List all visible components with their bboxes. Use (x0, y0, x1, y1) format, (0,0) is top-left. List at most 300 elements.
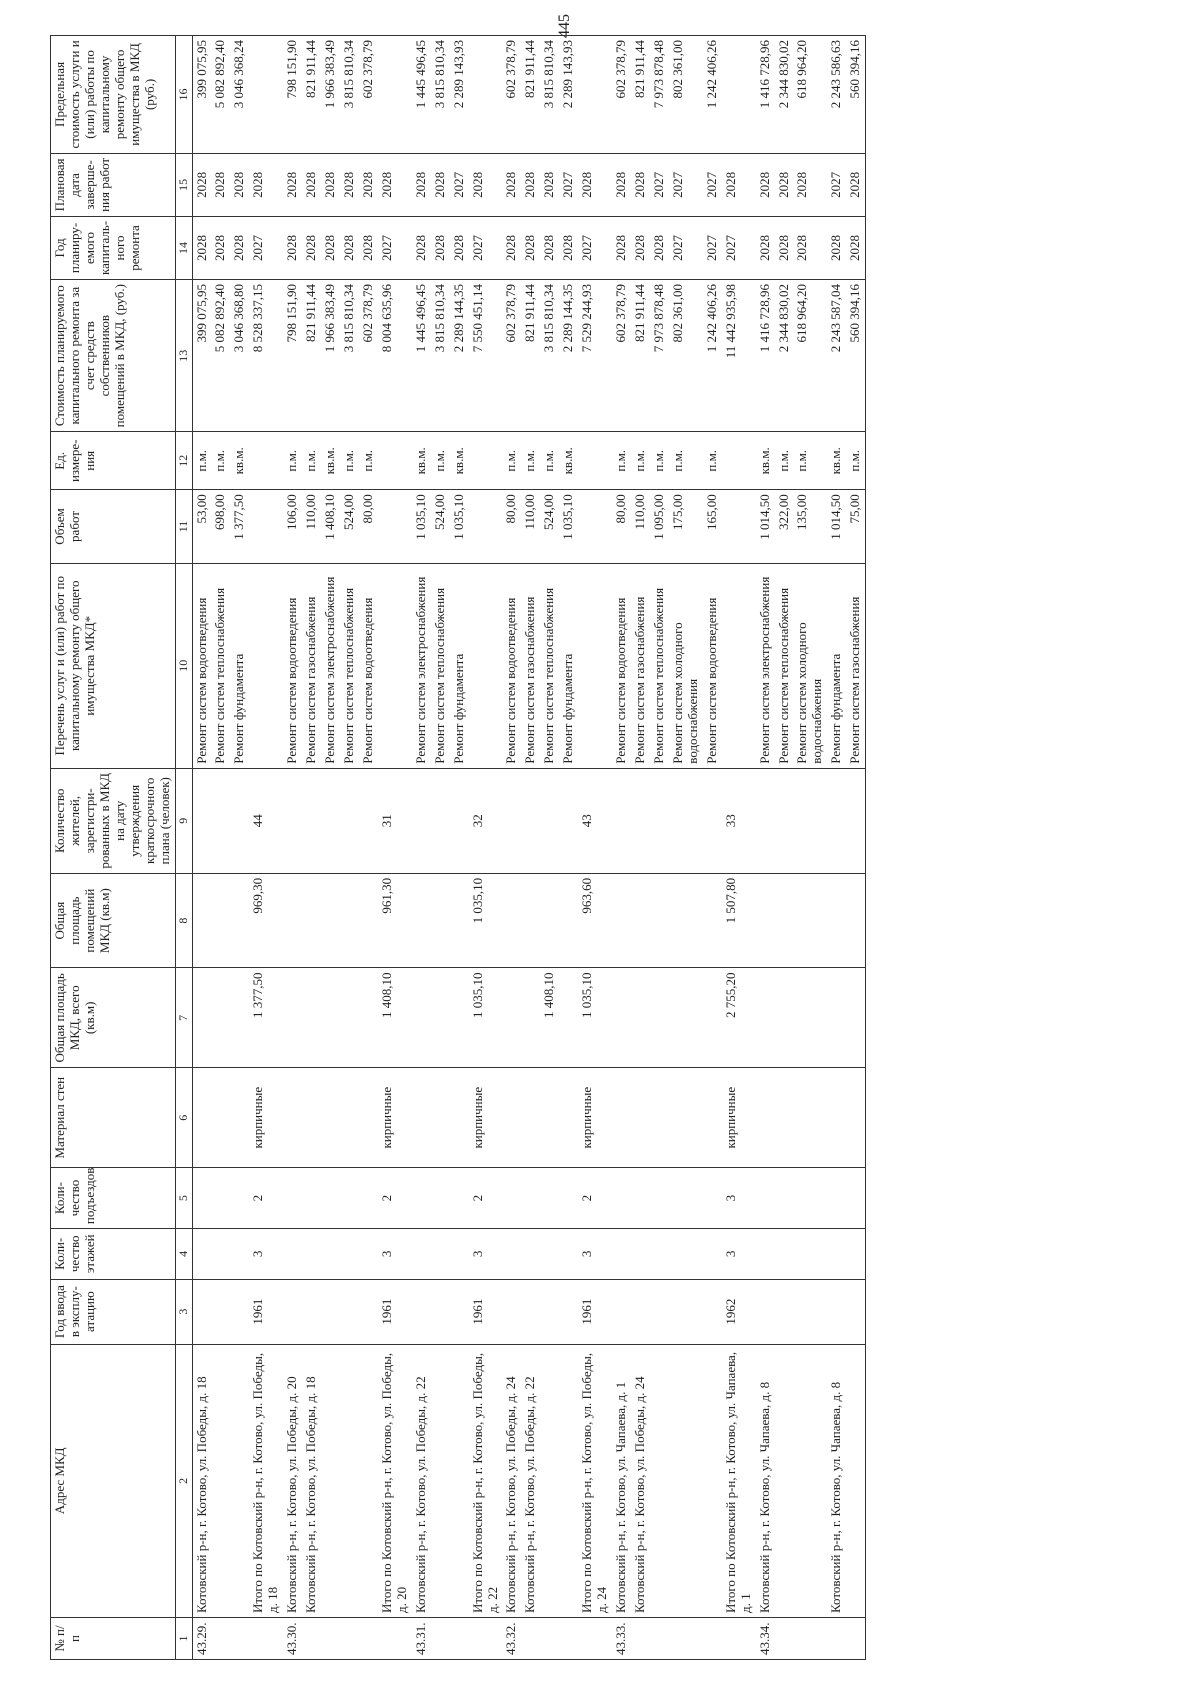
commission-year-cell (775, 1279, 794, 1344)
work-volume-cell: 165,00 (703, 490, 722, 564)
entrances-cell (703, 1168, 722, 1229)
entrances-cell (669, 1168, 703, 1229)
unit-cell: п.м. (631, 432, 650, 490)
premises-area-cell (631, 873, 650, 968)
address-cell: Котовский р-н, г. Котово, ул. Победы, д. 24 (502, 1344, 521, 1617)
address-cell: Котовский р-н, г. Котово, ул. Чапаева, д. 8 (827, 1344, 846, 1617)
residents-cell (359, 768, 378, 873)
planned-cost-cell: 7 973 878,48 (650, 279, 669, 431)
unit-cell: кв.м. (827, 432, 846, 490)
table-row (249, 36, 283, 1660)
floors-cell (631, 1229, 650, 1279)
floors-cell (612, 1229, 631, 1279)
work-type-cell: Ремонт систем водоотведения (703, 563, 722, 768)
total-area-cell (211, 968, 230, 1068)
premises-area-cell (612, 873, 631, 968)
completion-date-cell: 2028 (378, 153, 412, 216)
wall-material-cell (211, 1068, 230, 1168)
completion-date-cell: 2028 (722, 153, 756, 216)
work-volume-cell: 1 014,50 (827, 490, 846, 564)
premises-area-cell (321, 873, 340, 968)
residents-cell (846, 768, 865, 873)
plan-year-cell: 2028 (612, 216, 631, 279)
planned-cost-cell: 798 151,90 (283, 279, 302, 431)
floors-cell: 3 (722, 1229, 756, 1279)
unit-cell (578, 432, 612, 490)
floors-cell (846, 1229, 865, 1279)
residents-cell (431, 768, 450, 873)
limit-cost-cell: 2 289 143,93 (559, 36, 578, 154)
entrances-cell (359, 1168, 378, 1229)
limit-cost-cell: 1 445 496,45 (412, 36, 431, 154)
unit-cell: кв.м. (756, 432, 775, 490)
commission-year-cell (211, 1279, 230, 1344)
residents-cell (521, 768, 540, 873)
work-type-cell: Ремонт систем электроснабжения (756, 563, 775, 768)
entrances-cell (793, 1168, 827, 1229)
work-type-cell: Ремонт систем водоотведения (283, 563, 302, 768)
table-row (722, 36, 756, 1660)
row-number-cell (540, 1617, 559, 1659)
address-cell: Котовский р-н, г. Котово, ул. Победы, д. 22 (521, 1344, 540, 1617)
commission-year-cell (827, 1279, 846, 1344)
premises-area-cell (559, 873, 578, 968)
limit-cost-cell (378, 36, 412, 154)
plan-year-cell: 2028 (302, 216, 321, 279)
column-number: 3 (175, 1279, 192, 1344)
floors-cell: 3 (249, 1229, 283, 1279)
work-volume-cell: 53,00 (192, 490, 211, 564)
plan-year-cell: 2028 (211, 216, 230, 279)
table-row (669, 36, 703, 1660)
commission-year-cell: 1961 (578, 1279, 612, 1344)
total-area-cell (669, 968, 703, 1068)
row-number-cell (359, 1617, 378, 1659)
plan-year-cell: 2028 (431, 216, 450, 279)
work-type-cell: Ремонт фундамента (450, 563, 469, 768)
planned-cost-cell: 560 394,16 (846, 279, 865, 431)
work-volume-cell: 75,00 (846, 490, 865, 564)
plan-year-cell: 2028 (540, 216, 559, 279)
limit-cost-cell: 618 964,20 (793, 36, 827, 154)
commission-year-cell (793, 1279, 827, 1344)
unit-cell: кв.м. (450, 432, 469, 490)
limit-cost-cell: 798 151,90 (283, 36, 302, 154)
column-header: Плановая дата заверше-ния работ (51, 153, 176, 216)
work-volume-cell (378, 490, 412, 564)
premises-area-cell (756, 873, 775, 968)
residents-cell (412, 768, 431, 873)
table-row (321, 36, 340, 1660)
address-cell (340, 1344, 359, 1617)
work-volume-cell: 698,00 (211, 490, 230, 564)
row-number-cell (302, 1617, 321, 1659)
floors-cell (775, 1229, 794, 1279)
work-type-cell (469, 563, 503, 768)
completion-date-cell: 2028 (192, 153, 211, 216)
limit-cost-cell: 602 378,79 (612, 36, 631, 154)
entrances-cell (846, 1168, 865, 1229)
address-cell: Котовский р-н, г. Котово, ул. Победы, д. 20 (283, 1344, 302, 1617)
address-cell (559, 1344, 578, 1617)
plan-year-cell: 2028 (846, 216, 865, 279)
unit-cell: п.м. (283, 432, 302, 490)
premises-area-cell (827, 873, 846, 968)
floors-cell (540, 1229, 559, 1279)
wall-material-cell: кирпичные (578, 1068, 612, 1168)
table-row (450, 36, 469, 1660)
total-area-cell (302, 968, 321, 1068)
total-area-cell: 1 035,10 (469, 968, 503, 1068)
plan-year-cell: 2028 (230, 216, 249, 279)
residents-cell (211, 768, 230, 873)
unit-cell (469, 432, 503, 490)
completion-date-cell: 2027 (650, 153, 669, 216)
column-header: № п/п (51, 1617, 176, 1659)
total-area-cell: 1 377,50 (249, 968, 283, 1068)
address-cell: Котовский р-н, г. Котово, ул. Победы, д. 18 (302, 1344, 321, 1617)
plan-year-cell: 2028 (650, 216, 669, 279)
completion-date-cell: 2028 (230, 153, 249, 216)
work-volume-cell: 524,00 (540, 490, 559, 564)
completion-date-cell: 2028 (321, 153, 340, 216)
table-row (650, 36, 669, 1660)
residents-cell (756, 768, 775, 873)
column-number: 11 (175, 490, 192, 564)
plan-year-cell: 2028 (340, 216, 359, 279)
wall-material-cell (846, 1068, 865, 1168)
row-number-cell (631, 1617, 650, 1659)
plan-year-cell: 2028 (793, 216, 827, 279)
address-cell: Котовский р-н, г. Котово, ул. Победы, д. 24 (631, 1344, 650, 1617)
commission-year-cell (321, 1279, 340, 1344)
table-row (431, 36, 450, 1660)
work-type-cell: Ремонт систем теплоснабжения (340, 563, 359, 768)
plan-year-cell: 2028 (521, 216, 540, 279)
completion-date-cell: 2028 (612, 153, 631, 216)
address-cell (359, 1344, 378, 1617)
completion-date-cell: 2028 (793, 153, 827, 216)
address-cell: Котовский р-н, г. Котово, ул. Чапаева, д. 8 (756, 1344, 775, 1617)
table-body (192, 36, 866, 1660)
residents-cell (793, 768, 827, 873)
completion-date-cell: 2027 (450, 153, 469, 216)
limit-cost-cell: 2 243 586,63 (827, 36, 846, 154)
residents-cell (192, 768, 211, 873)
address-cell (793, 1344, 827, 1617)
column-header: Количество жителей, зарегистри-рованных в МКД на дату утверждения краткосрочного плана (человек) (51, 768, 176, 873)
entrances-cell: 2 (378, 1168, 412, 1229)
entrances-cell (431, 1168, 450, 1229)
limit-cost-cell: 560 394,16 (846, 36, 865, 154)
limit-cost-cell: 1 242 406,26 (703, 36, 722, 154)
floors-cell (230, 1229, 249, 1279)
column-number: 12 (175, 432, 192, 490)
unit-cell: п.м. (846, 432, 865, 490)
residents-cell (650, 768, 669, 873)
row-number-cell (650, 1617, 669, 1659)
premises-area-cell (230, 873, 249, 968)
residents-cell (340, 768, 359, 873)
commission-year-cell (192, 1279, 211, 1344)
row-number-cell (230, 1617, 249, 1659)
commission-year-cell (412, 1279, 431, 1344)
unit-cell (722, 432, 756, 490)
work-type-cell (578, 563, 612, 768)
planned-cost-cell: 1 445 496,45 (412, 279, 431, 431)
work-type-cell: Ремонт систем электроснабжения (412, 563, 431, 768)
total-area-cell: 1 408,10 (540, 968, 559, 1068)
total-area-cell (502, 968, 521, 1068)
limit-cost-cell: 602 378,79 (359, 36, 378, 154)
plan-year-cell: 2028 (412, 216, 431, 279)
table-row (540, 36, 559, 1660)
work-type-cell: Ремонт систем теплоснабжения (211, 563, 230, 768)
entrances-cell (211, 1168, 230, 1229)
work-volume-cell: 1 035,10 (559, 490, 578, 564)
plan-year-cell: 2028 (631, 216, 650, 279)
limit-cost-cell: 3 046 368,24 (230, 36, 249, 154)
unit-cell: кв.м. (321, 432, 340, 490)
completion-date-cell: 2028 (502, 153, 521, 216)
floors-cell: 3 (469, 1229, 503, 1279)
planned-cost-cell: 618 964,20 (793, 279, 827, 431)
wall-material-cell (412, 1068, 431, 1168)
total-area-cell (631, 968, 650, 1068)
plan-year-cell: 2028 (827, 216, 846, 279)
floors-cell (703, 1229, 722, 1279)
commission-year-cell (631, 1279, 650, 1344)
total-area-cell (559, 968, 578, 1068)
planned-cost-cell: 1 416 728,96 (756, 279, 775, 431)
floors-cell (412, 1229, 431, 1279)
plan-year-cell: 2028 (450, 216, 469, 279)
planned-cost-cell: 602 378,79 (612, 279, 631, 431)
floors-cell (450, 1229, 469, 1279)
wall-material-cell: кирпичные (469, 1068, 503, 1168)
entrances-cell (450, 1168, 469, 1229)
unit-cell: п.м. (302, 432, 321, 490)
column-number: 13 (175, 279, 192, 431)
total-area-cell (703, 968, 722, 1068)
work-type-cell: Ремонт фундамента (827, 563, 846, 768)
header-row (51, 36, 176, 1660)
residents-cell (283, 768, 302, 873)
limit-cost-cell: 802 361,00 (669, 36, 703, 154)
work-volume-cell: 1 408,10 (321, 490, 340, 564)
limit-cost-cell: 2 344 830,02 (775, 36, 794, 154)
floors-cell (669, 1229, 703, 1279)
commission-year-cell (431, 1279, 450, 1344)
plan-year-cell: 2027 (722, 216, 756, 279)
address-cell (775, 1344, 794, 1617)
residents-cell (631, 768, 650, 873)
work-volume-cell: 524,00 (431, 490, 450, 564)
wall-material-cell (192, 1068, 211, 1168)
row-number-cell (793, 1617, 827, 1659)
total-area-cell (650, 968, 669, 1068)
residents-cell (775, 768, 794, 873)
table-row (756, 36, 775, 1660)
total-area-cell (340, 968, 359, 1068)
row-number-cell (211, 1617, 230, 1659)
column-header: Общая площадь помещений МКД (кв.м) (51, 873, 176, 968)
limit-cost-cell: 602 378,79 (502, 36, 521, 154)
total-area-cell: 1 408,10 (378, 968, 412, 1068)
entrances-cell (321, 1168, 340, 1229)
capital-repair-table (50, 35, 866, 1660)
work-type-cell: Ремонт систем газоснабжения (631, 563, 650, 768)
floors-cell (793, 1229, 827, 1279)
commission-year-cell (756, 1279, 775, 1344)
total-area-cell (230, 968, 249, 1068)
commission-year-cell (302, 1279, 321, 1344)
total-area-cell (321, 968, 340, 1068)
residents-cell (230, 768, 249, 873)
unit-cell: п.м. (775, 432, 794, 490)
column-header: Общая площадь МКД, всего (кв.м) (51, 968, 176, 1068)
work-type-cell: Ремонт систем водоотведения (612, 563, 631, 768)
work-type-cell: Ремонт систем теплоснабжения (431, 563, 450, 768)
commission-year-cell (846, 1279, 865, 1344)
rotated-table-container (50, 35, 1165, 1660)
plan-year-cell: 2028 (775, 216, 794, 279)
residents-cell (827, 768, 846, 873)
work-type-cell: Ремонт систем газоснабжения (302, 563, 321, 768)
row-number-cell (378, 1617, 412, 1659)
floors-cell (340, 1229, 359, 1279)
plan-year-cell: 2028 (192, 216, 211, 279)
premises-area-cell (359, 873, 378, 968)
commission-year-cell (502, 1279, 521, 1344)
work-volume-cell: 1 035,10 (412, 490, 431, 564)
limit-cost-cell: 3 815 810,34 (340, 36, 359, 154)
floors-cell: 3 (378, 1229, 412, 1279)
planned-cost-cell: 602 378,79 (502, 279, 521, 431)
plan-year-cell: 2028 (502, 216, 521, 279)
residents-cell (450, 768, 469, 873)
premises-area-cell (283, 873, 302, 968)
plan-year-cell: 2028 (359, 216, 378, 279)
commission-year-cell: 1961 (378, 1279, 412, 1344)
completion-date-cell: 2027 (827, 153, 846, 216)
completion-date-cell: 2028 (340, 153, 359, 216)
total-area-cell (431, 968, 450, 1068)
completion-date-cell: 2028 (283, 153, 302, 216)
work-volume-cell: 110,00 (631, 490, 650, 564)
floors-cell (559, 1229, 578, 1279)
completion-date-cell: 2028 (211, 153, 230, 216)
address-cell: Итого по Котовский р-н, г. Котово, ул. Победы, д. 20 (378, 1344, 412, 1617)
column-header: Материал стен (51, 1068, 176, 1168)
entrances-cell (775, 1168, 794, 1229)
wall-material-cell (521, 1068, 540, 1168)
work-type-cell: Ремонт систем холодного водоснабжения (669, 563, 703, 768)
address-cell (540, 1344, 559, 1617)
premises-area-cell (431, 873, 450, 968)
table-row (521, 36, 540, 1660)
address-cell (321, 1344, 340, 1617)
total-area-cell (521, 968, 540, 1068)
entrances-cell (340, 1168, 359, 1229)
work-type-cell: Ремонт фундамента (559, 563, 578, 768)
wall-material-cell: кирпичные (378, 1068, 412, 1168)
work-type-cell: Ремонт систем теплоснабжения (540, 563, 559, 768)
total-area-cell (283, 968, 302, 1068)
plan-year-cell: 2028 (283, 216, 302, 279)
commission-year-cell (450, 1279, 469, 1344)
table-row (359, 36, 378, 1660)
limit-cost-cell: 821 911,44 (521, 36, 540, 154)
residents-cell: 31 (378, 768, 412, 873)
residents-cell (559, 768, 578, 873)
planned-cost-cell: 2 289 144,35 (450, 279, 469, 431)
work-volume-cell: 80,00 (612, 490, 631, 564)
completion-date-cell: 2028 (431, 153, 450, 216)
residents-cell (502, 768, 521, 873)
address-cell (650, 1344, 669, 1617)
address-cell (669, 1344, 703, 1617)
residents-cell (669, 768, 703, 873)
premises-area-cell (450, 873, 469, 968)
table-row (846, 36, 865, 1660)
work-type-cell: Ремонт систем водоотведения (192, 563, 211, 768)
wall-material-cell (703, 1068, 722, 1168)
address-cell: Котовский р-н, г. Котово, ул. Чапаева, д. 1 (612, 1344, 631, 1617)
total-area-cell (192, 968, 211, 1068)
completion-date-cell: 2028 (302, 153, 321, 216)
column-number: 4 (175, 1229, 192, 1279)
planned-cost-cell: 8 528 337,15 (249, 279, 283, 431)
completion-date-cell: 2028 (249, 153, 283, 216)
limit-cost-cell: 399 075,95 (192, 36, 211, 154)
entrances-cell (230, 1168, 249, 1229)
work-volume-cell: 1 377,50 (230, 490, 249, 564)
premises-area-cell (412, 873, 431, 968)
wall-material-cell (631, 1068, 650, 1168)
premises-area-cell (521, 873, 540, 968)
column-number: 1 (175, 1617, 192, 1659)
column-number: 2 (175, 1344, 192, 1617)
row-number-cell (722, 1617, 756, 1659)
work-type-cell: Ремонт фундамента (230, 563, 249, 768)
planned-cost-cell: 1 242 406,26 (703, 279, 722, 431)
row-number-cell (469, 1617, 503, 1659)
planned-cost-cell: 821 911,44 (631, 279, 650, 431)
table-row (559, 36, 578, 1660)
work-type-cell: Ремонт систем газоснабжения (846, 563, 865, 768)
work-volume-cell: 106,00 (283, 490, 302, 564)
work-volume-cell: 524,00 (340, 490, 359, 564)
work-type-cell (378, 563, 412, 768)
column-number: 8 (175, 873, 192, 968)
commission-year-cell (669, 1279, 703, 1344)
entrances-cell (612, 1168, 631, 1229)
entrances-cell (302, 1168, 321, 1229)
row-number-cell (450, 1617, 469, 1659)
work-volume-cell: 1 095,00 (650, 490, 669, 564)
unit-cell: п.м. (359, 432, 378, 490)
address-cell: Котовский р-н, г. Котово, ул. Победы, д. 22 (412, 1344, 431, 1617)
unit-cell: п.м. (431, 432, 450, 490)
table-row (631, 36, 650, 1660)
floors-cell (502, 1229, 521, 1279)
column-number-row (175, 36, 192, 1660)
work-volume-cell: 1 014,50 (756, 490, 775, 564)
table-row (827, 36, 846, 1660)
completion-date-cell: 2027 (559, 153, 578, 216)
residents-cell (703, 768, 722, 873)
